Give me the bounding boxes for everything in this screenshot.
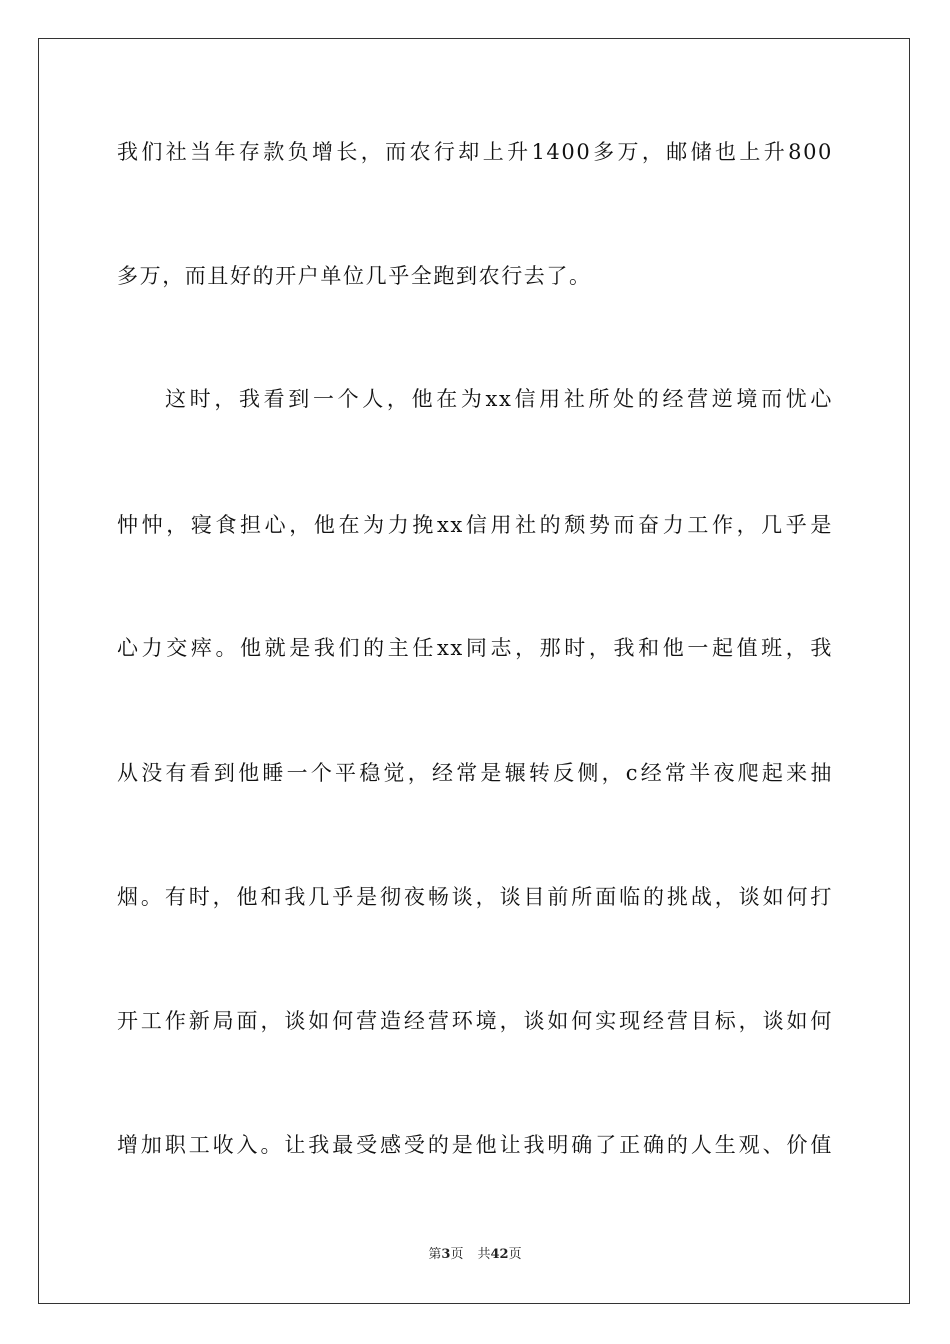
text-line-1: 我们社当年存款负增长，而农行却上升1400多万，邮储也上升800 [117,140,833,164]
page-border [38,38,910,1304]
text-line-5: 心力交瘁。他就是我们的主任xx同志，那时，我和他一起值班，我 [117,636,833,660]
text-line-9: 增加职工收入。让我最受感受的是他让我明确了正确的人生观、价值 [117,1133,833,1157]
text-line-3: 这时，我看到一个人，他在为xx信用社所处的经营逆境而忧心 [165,387,833,411]
footer-total-suffix: 页 [508,1247,522,1262]
text-line-8: 开工作新局面，谈如何营造经营环境，谈如何实现经营目标，谈如何 [117,1009,833,1033]
footer-page-suffix: 页 [450,1247,464,1262]
text-line-6: 从没有看到他睡一个平稳觉，经常是辗转反侧，c经常半夜爬起来抽 [117,761,833,785]
footer-total-prefix: 共 [477,1247,491,1262]
text-line-4: 忡忡，寝食担心，他在为力挽xx信用社的颓势而奋力工作，几乎是 [117,513,833,537]
footer-total-pages: 42 [490,1247,509,1262]
footer-page-number: 3 [441,1247,451,1262]
text-line-2: 多万，而且好的开户单位几乎全跑到农行去了。 [117,264,592,288]
footer-page-prefix: 第 [428,1247,442,1262]
page-footer [0,1246,950,1264]
text-line-7: 烟。有时，他和我几乎是彻夜畅谈，谈目前所面临的挑战，谈如何打 [117,885,833,909]
